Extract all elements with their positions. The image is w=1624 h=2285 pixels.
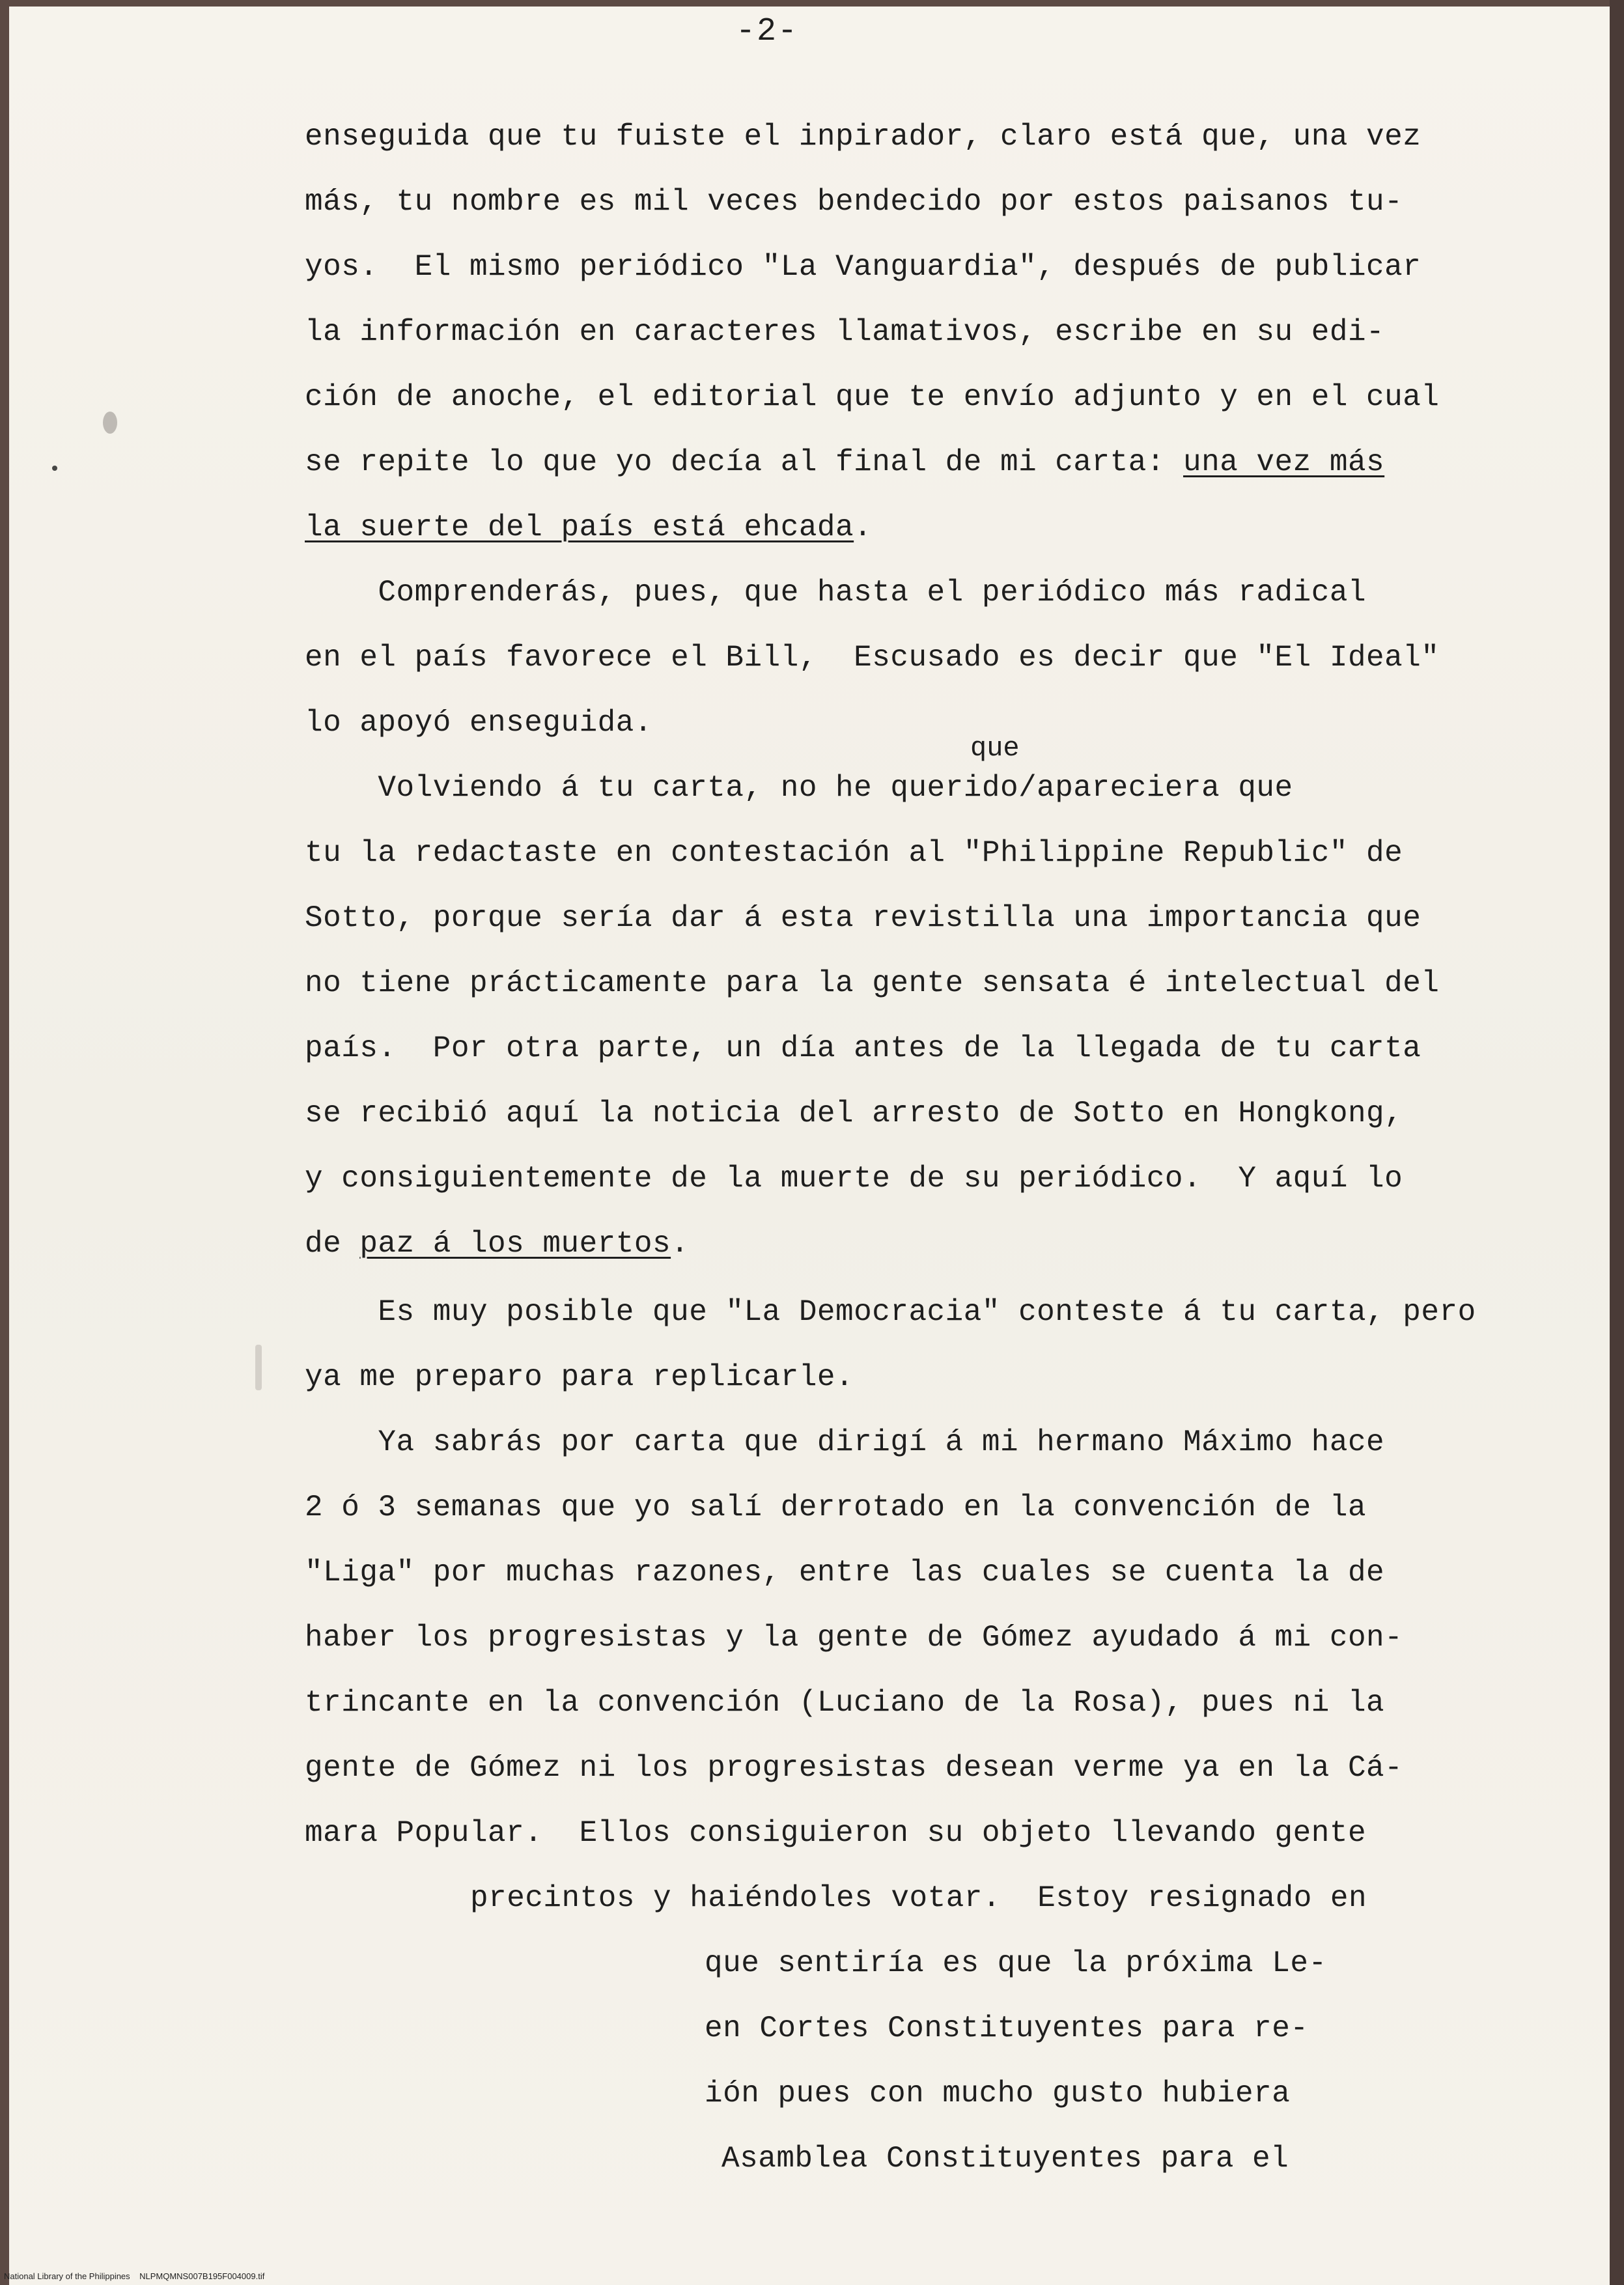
text-line [721, 2139, 1289, 2178]
text-segment: Sotto, porque sería dar á esta revistilla una importancia que [305, 901, 1421, 935]
text-line [305, 1159, 1403, 1198]
archive-footer: National Library of the Philippines NLPMQMNS007B195F004009.tif [4, 2271, 265, 2281]
text-line [305, 1814, 1366, 1853]
text-segment: enseguida que tu fuiste el inpirador, claro está que, una vez [305, 120, 1421, 154]
text-line [305, 508, 872, 547]
text-line [305, 247, 1421, 287]
text-segment: se repite lo que yo decía al final de mi carta: [305, 445, 1184, 479]
text-segment: país. Por otra parte, un día antes de la llegada de tu carta [305, 1031, 1421, 1065]
text-segment: se recibió aquí la noticia del arresto de Sotto en Hongkong, [305, 1097, 1403, 1130]
page-number: -2- [736, 13, 799, 50]
text-line [305, 703, 652, 742]
text-segment: ción de anoche, el editorial que te envío adjunto y en el cual [305, 380, 1440, 414]
text-line [305, 1683, 1384, 1722]
text-segment: tu la redactaste en contestación al "Philippine Republic" de [305, 836, 1403, 870]
text-line [305, 378, 1439, 417]
text-segment: de [305, 1227, 360, 1261]
scan-edge-left [0, 0, 9, 2285]
text-segment: que sentiría es que la próxima Le- [705, 1946, 1327, 1980]
underlined-text: una vez más [1183, 445, 1385, 479]
underlined-text: la suerte del país está ehcada [305, 511, 854, 544]
text-segment: . [671, 1227, 690, 1261]
text-line [470, 1879, 1367, 1918]
text-line [305, 899, 1421, 938]
text-line [305, 834, 1403, 873]
text-line [305, 1094, 1403, 1133]
text-segment: Ya sabrás por carta que dirigí á mi hermano Máximo hace [305, 1425, 1385, 1459]
text-line [305, 443, 1384, 482]
text-segment: haber los progresistas y la gente de Gómez ayudado á mi con- [305, 1621, 1403, 1655]
text-segment: Es muy posible que "La Democracia" conteste á tu carta, pero [305, 1295, 1476, 1329]
text-line [305, 117, 1421, 156]
text-segment: ya me preparo para replicarle. [305, 1360, 854, 1394]
text-line [305, 638, 1439, 677]
text-segment: Asamblea Constituyentes para el [721, 2142, 1289, 2176]
text-segment: 2 ó 3 semanas que yo salí derrotado en la convención de la [305, 1491, 1367, 1524]
text-line [305, 1618, 1403, 1657]
text-line [305, 964, 1439, 1003]
text-line [305, 1224, 689, 1263]
text-line [705, 2009, 1308, 2048]
scan-edge-right [1610, 0, 1624, 2285]
text-line [305, 1748, 1403, 1787]
text-segment: yos. El mismo periódico "La Vanguardia", después de publicar [305, 250, 1421, 284]
underlined-text: paz á los muertos [359, 1227, 671, 1261]
text-line [305, 1029, 1421, 1068]
paper-speck [52, 466, 57, 471]
text-line [705, 2074, 1290, 2113]
text-segment: más, tu nombre es mil veces bendecido por estos paisanos tu- [305, 185, 1403, 219]
paper-speck [103, 412, 117, 434]
text-line [305, 313, 1384, 352]
text-segment: en el país favorece el Bill, Escusado es decir que "El Ideal" [305, 641, 1440, 675]
text-segment: . [854, 511, 873, 544]
text-segment: lo apoyó enseguida. [305, 706, 652, 740]
text-segment: precintos y haiéndoles votar. Estoy resignado en [470, 1881, 1367, 1915]
text-line [305, 768, 1293, 807]
text-segment: en Cortes Constituyentes para re- [705, 2012, 1309, 2045]
text-line [705, 1944, 1327, 1983]
text-line [305, 1293, 1476, 1332]
paper-speck [255, 1345, 262, 1390]
text-segment: Volviendo á tu carta, no he querido/apareciera que [305, 771, 1293, 805]
text-segment: gente de Gómez ni los progresistas desean verme ya en la Cá- [305, 1751, 1403, 1785]
text-segment: "Liga" por muchas razones, entre las cuales se cuenta la de [305, 1556, 1385, 1590]
text-segment: Comprenderás, pues, que hasta el periódico más radical [305, 576, 1367, 610]
text-segment: la información en caracteres llamativos, escribe en su edi- [305, 315, 1385, 349]
text-line [305, 1553, 1384, 1592]
text-line [305, 182, 1403, 221]
text-segment: trincante en la convención (Luciano de la Rosa), pues ni la [305, 1686, 1385, 1720]
text-line [305, 1358, 854, 1397]
text-segment: y consiguientemente de la muerte de su periódico. Y aquí lo [305, 1162, 1403, 1196]
text-segment: ión pues con mucho gusto hubiera [705, 2077, 1291, 2110]
interlinear-insert: que [970, 733, 1020, 764]
text-line [305, 1423, 1384, 1462]
text-segment: mara Popular. Ellos consiguieron su objeto llevando gente [305, 1816, 1367, 1850]
text-line [305, 573, 1366, 612]
text-line [305, 1488, 1366, 1527]
text-segment: no tiene prácticamente para la gente sensata é intelectual del [305, 966, 1440, 1000]
scan-edge-top [0, 0, 1624, 7]
